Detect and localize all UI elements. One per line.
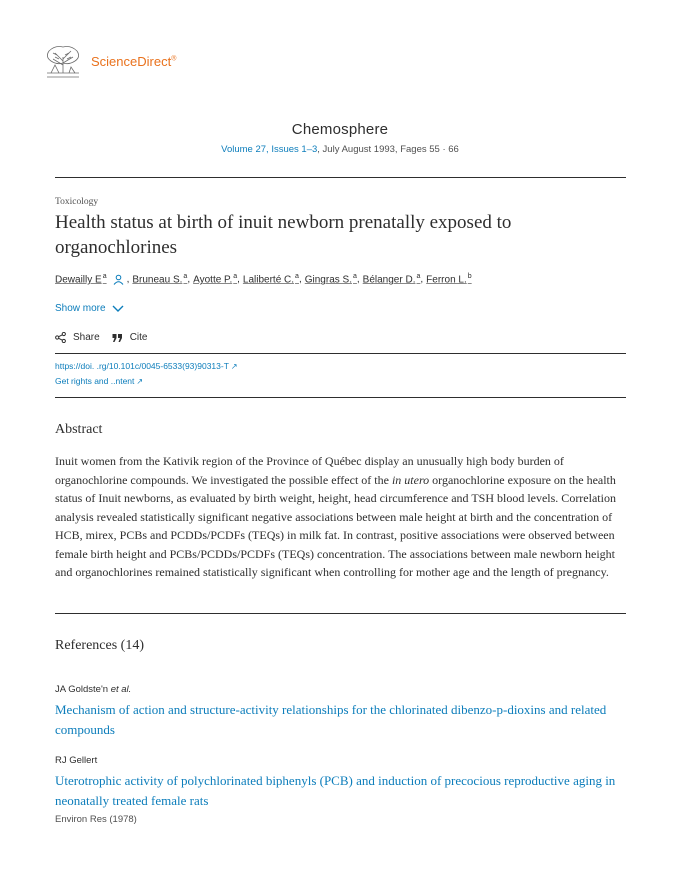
cite-label: Cite	[129, 332, 148, 343]
share-icon	[55, 332, 66, 343]
journal-title[interactable]: Chemosphere	[291, 121, 389, 138]
journal-header	[0, 121, 680, 155]
share-label: Share	[73, 332, 100, 343]
author-link[interactable]: Laliberté C.$^a$	[242, 273, 299, 286]
show-more-label: Show more	[55, 303, 106, 314]
header-divider	[55, 177, 626, 178]
reference-title-link[interactable]: Mechanism of action and structure-activity relationships for the chlorinated dibenzo-p-dioxins and related compounds	[55, 702, 607, 737]
reference-title-link[interactable]: Uterotrophic activity of polychlorinated biphenyls (PCB) and induction of precocious reproductive aging in neonatally treated female rats	[55, 773, 616, 808]
person-icon[interactable]	[113, 274, 124, 285]
article-actions	[55, 332, 159, 343]
brand-registered: ®	[171, 55, 177, 63]
author-list: Dewailly $E^a$ , Bruneau S.$^a$ , Ayotte P.$^a$ , Laliberté C.$^a$ , Gingras S.$^a$ , Bélanger D.$^a$ , Ferron L.$^b$	[55, 273, 472, 286]
external-link-icon: ↗	[230, 362, 238, 371]
chevron-down-icon	[112, 305, 124, 313]
brand-name: ScienceDirect	[91, 53, 172, 69]
doi-link[interactable]: https://doi. .rg/10.101c/0045-6533(93)90313-T ↗	[55, 361, 238, 371]
share-button[interactable]	[55, 332, 100, 343]
external-link-icon: ↗	[136, 377, 144, 386]
volume-link[interactable]: Volume 27, Issues 1–3	[221, 144, 318, 155]
abstract-text: Inuit women from the Kativik region of the Province of Québec display an unusually high body burden of organochlorine compounds. We investigated the possible effect of the in utero organochlorine exposure on the health status of Inuit newborns, as evaluated by birth weight, height, head circumference and TSH blood levels. Correlation analysis revealed statistically significant negative associations between male height at birth and the concentration of HCB, mirex, PCBs and PCDDs/PCDFs (TEQs) in milk fat. In contrast, positive associations were observed between female birth height and PCBs/PCDDs/PCDFs (TEQs) concentration. The associations between male newborn height and organochlorines remained statistically significant when controlling for mother age and the length of pregnancy.	[55, 454, 616, 579]
sciencedirect-logo[interactable]	[43, 43, 176, 79]
article-type: Toxicology	[55, 197, 99, 207]
abstract-top-divider	[55, 397, 626, 398]
elsevier-tree-icon	[43, 43, 83, 79]
abstract-bottom-divider	[55, 613, 626, 614]
rights-link[interactable]: Get rights and ..ntent ↗	[55, 376, 144, 386]
issue-details: , July August 1993, Fages 55 · 66	[317, 144, 459, 155]
reference-source: Environ Res (1978)	[55, 814, 137, 825]
references-heading: References (14)	[55, 638, 145, 653]
article-title: Health status at birth of inuit newborn prenatally exposed to organochlorines	[55, 212, 512, 258]
author-link[interactable]: Ferron L.$^b$	[426, 273, 472, 286]
author-link[interactable]: Bruneau S.$^a$	[132, 273, 188, 286]
quote-icon	[112, 333, 123, 343]
journal-meta	[0, 144, 680, 155]
actions-divider	[55, 353, 626, 354]
author-link[interactable]: Bélanger D.$^a$	[362, 273, 421, 286]
show-more-button[interactable]	[55, 303, 124, 314]
abstract-heading: Abstract	[55, 422, 103, 437]
cite-button[interactable]	[112, 332, 148, 343]
author-link[interactable]: Gingras S.$^a$	[304, 273, 357, 286]
author-link[interactable]: Ayotte P.$^a$	[193, 273, 238, 286]
reference-authors: JA Goldste'n et al.	[55, 684, 132, 695]
reference-authors: RJ Gellert	[55, 755, 98, 766]
author-link[interactable]: Dewailly $E^a$	[55, 273, 107, 286]
